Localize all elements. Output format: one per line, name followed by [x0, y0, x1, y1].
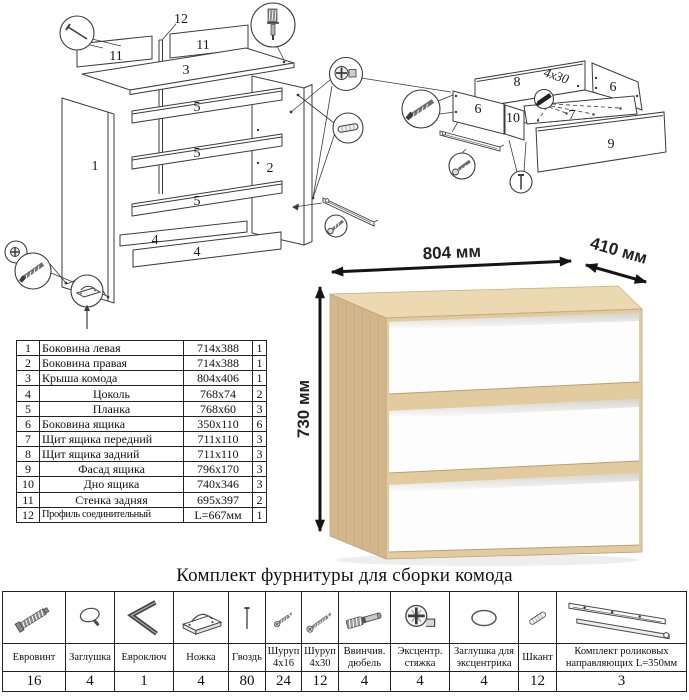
drawer-slides-icon: [565, 595, 679, 641]
part-number: 4: [17, 386, 40, 401]
part-qty: 1: [253, 371, 267, 386]
screw-4x16-icon: [268, 595, 300, 641]
hardware-item-qty: 24: [276, 673, 291, 689]
height-dimension-label: 730 мм: [294, 379, 313, 439]
part-name: Цоколь: [40, 386, 184, 401]
frame-label-4a: 4: [151, 233, 159, 248]
table-row: [17, 447, 267, 462]
table-row: [17, 341, 267, 356]
part-qty: 3: [253, 447, 267, 462]
part-qty: 3: [253, 477, 267, 492]
hardware-item-euro-screw: [3, 592, 65, 691]
part-size: 695x397: [184, 492, 253, 507]
drawer-label-8: 8: [513, 75, 521, 90]
part-qty: 3: [253, 462, 267, 477]
nail-callout-icon-drawer: [510, 171, 532, 193]
hardware-item-drawer-slides: [556, 592, 686, 691]
foot-callout-icon: [71, 275, 103, 329]
part-qty: 3: [253, 431, 267, 446]
part-number: 11: [17, 492, 40, 507]
drawer-label-6a: 6: [474, 102, 482, 117]
hardware-item-cam-cap: [449, 592, 518, 691]
part-number: 3: [17, 371, 40, 386]
table-row: [17, 416, 267, 431]
table-row: [17, 431, 267, 446]
table-row: [17, 477, 267, 492]
hardware-item-label: Комплект роликовых направляющих L=350мм: [557, 644, 686, 672]
part-qty: 1: [253, 341, 267, 356]
width-dimension-arrow: [332, 261, 571, 272]
part-name: Дно ящика: [40, 477, 184, 492]
hardware-kit-table: [2, 591, 687, 692]
hardware-item-screw-4x30: [301, 592, 338, 691]
hardware-item-label: Шкант: [519, 644, 556, 672]
frame-label-2: 2: [266, 161, 274, 176]
part-size: 714x388: [184, 356, 253, 371]
euro-screw-callout-icon-drawer: [402, 90, 440, 128]
cam-lock-callout-icon: [330, 58, 363, 91]
part-name: Боковина ящика: [40, 416, 184, 431]
part-name: Щит ящика задний: [40, 447, 184, 462]
part-number: 12: [17, 507, 40, 522]
parts-list-table: [16, 340, 267, 523]
hardware-item-qty: 4: [197, 673, 205, 689]
dresser-render: [330, 286, 642, 566]
part-size: 711x110: [184, 431, 253, 446]
part-size: 711x110: [184, 447, 253, 462]
screw-in-dowel-icon: [342, 595, 388, 641]
nail-icon: [231, 595, 263, 641]
hardware-item-cam-lock: [390, 592, 449, 691]
part-qty: 2: [253, 492, 267, 507]
hardware-item-hex-key: [114, 592, 173, 691]
hardware-item-dowel: [518, 592, 556, 691]
part-size: 740x346: [184, 477, 253, 492]
part-number: 10: [17, 477, 40, 492]
part-size: 804x406: [184, 371, 253, 386]
euro-screw-icon: [8, 595, 60, 641]
part-qty: 3: [253, 401, 267, 416]
frame-label-5a: 5: [193, 100, 201, 115]
drawer-label-6b: 6: [609, 80, 617, 95]
frame-part-side-left: [62, 98, 114, 303]
cap-icon: [68, 595, 112, 641]
part-name: Крыша комода: [40, 371, 184, 386]
hardware-item-label: Евроключ: [115, 644, 173, 672]
nail-callout-icon: [60, 16, 94, 50]
part-name: Профиль соединительный: [40, 507, 184, 522]
euro-screw-callout-icon: [15, 253, 51, 289]
screw-in-dowel-callout-icon: [251, 3, 295, 47]
hardware-item-label: Евровинт: [3, 644, 65, 672]
hardware-item-screw-4x16: [265, 592, 301, 691]
hardware-item-label: Заглушка: [66, 644, 114, 672]
part-qty: 2: [253, 386, 267, 401]
part-number: 8: [17, 447, 40, 462]
frame-label-1: 1: [91, 159, 99, 174]
screw-callout-icon-drawer: [449, 153, 475, 179]
hardware-item-nail: [228, 592, 265, 691]
part-number: 9: [17, 462, 40, 477]
frame-label-5b: 5: [193, 146, 201, 161]
frame-label-5c: 5: [193, 194, 201, 209]
hardware-item-qty: 3: [617, 673, 626, 689]
part-qty: 1: [253, 356, 267, 371]
table-row: [17, 507, 267, 522]
frame-label-12: 12: [174, 12, 188, 27]
hardware-item-qty: 1: [140, 673, 148, 689]
hardware-item-screw-in-dowel: [338, 592, 390, 691]
hardware-item-qty: 4: [360, 673, 369, 689]
part-number: 7: [17, 431, 40, 446]
depth-dimension-arrow: [586, 265, 646, 282]
drawer-slide-callout-icon-drawer: [440, 131, 504, 151]
hardware-item-qty: 4: [416, 673, 424, 689]
hardware-item-label: Шуруп 4x16: [266, 644, 301, 672]
hardware-item-label: Гвоздь: [229, 644, 265, 672]
screw-callout-icon-frame: [325, 215, 347, 237]
table-row: [17, 356, 267, 371]
table-row: [17, 386, 267, 401]
part-number: 5: [17, 401, 40, 416]
hardware-item-label: Ввинчив. дюбель: [339, 644, 390, 672]
hardware-item-label: Шуруп 4x30: [302, 644, 338, 672]
drawer-label-10: 10: [506, 111, 520, 126]
hardware-item-cap: [65, 592, 114, 691]
part-qty: 6: [253, 416, 267, 431]
drawer-exploded-diagram: [402, 61, 666, 193]
table-row: [17, 462, 267, 477]
cam-lock-icon: [395, 595, 445, 641]
part-name: Фасад ящика: [40, 462, 184, 477]
frame-label-4b: 4: [193, 245, 201, 260]
frame-label-3: 3: [182, 63, 190, 78]
frame-label-11b: 11: [196, 38, 210, 53]
part-name: Щит ящика передний: [40, 431, 184, 446]
depth-dimension-label: 410 мм: [588, 233, 650, 268]
hardware-item-qty: 12: [312, 673, 328, 689]
table-row: [17, 371, 267, 386]
part-size: 796x170: [184, 462, 253, 477]
dowel-icon: [521, 595, 555, 641]
part-size: 768x60: [184, 401, 253, 416]
part-name: Боковина правая: [40, 356, 184, 371]
hardware-item-qty: 16: [26, 673, 42, 689]
dresser-drawers: [389, 313, 639, 552]
cam-cap-icon: [457, 595, 511, 641]
frame-label-11a: 11: [109, 49, 123, 64]
hardware-item-qty: 4: [86, 673, 94, 689]
hardware-item-qty: 12: [530, 673, 545, 689]
foot-icon: [177, 595, 225, 641]
screw-size-note: 4x30: [542, 64, 571, 87]
part-qty: 1: [253, 507, 267, 522]
hardware-item-qty: 80: [239, 673, 255, 689]
screw-4x30-icon: [303, 595, 337, 641]
hardware-item-label: Заглушка для эксцентрика: [450, 644, 518, 672]
part-size: 350x110: [184, 416, 253, 431]
part-name: Стенка задняя: [40, 492, 184, 507]
drawer-label-7: 7: [568, 108, 576, 123]
part-number: 6: [17, 416, 40, 431]
part-number: 1: [17, 341, 40, 356]
screw-4x30-callout-icon: [535, 90, 554, 109]
part-size: L=667мм: [184, 507, 253, 522]
hardware-item-label: Ножка: [174, 644, 228, 672]
hardware-item-qty: 4: [480, 673, 488, 689]
frame-exploded-diagram: [5, 3, 451, 329]
hardware-item-label: Эксцентр. стяжка: [391, 644, 449, 672]
table-row: [17, 401, 267, 416]
table-row: [17, 492, 267, 507]
dowel-callout-icon: [333, 113, 363, 143]
width-dimension-label: 804 мм: [422, 241, 482, 264]
hardware-item-foot: [173, 592, 228, 691]
drawer-label-9: 9: [607, 137, 615, 152]
hardware-kit-title: Комплект фурнитуры для сборки комода: [176, 565, 513, 586]
part-size: 768x74: [184, 386, 253, 401]
part-name: Планка: [40, 401, 184, 416]
part-number: 2: [17, 356, 40, 371]
part-name: Боковина левая: [40, 341, 184, 356]
hex-key-icon: [119, 595, 169, 641]
part-size: 714x388: [184, 341, 253, 356]
